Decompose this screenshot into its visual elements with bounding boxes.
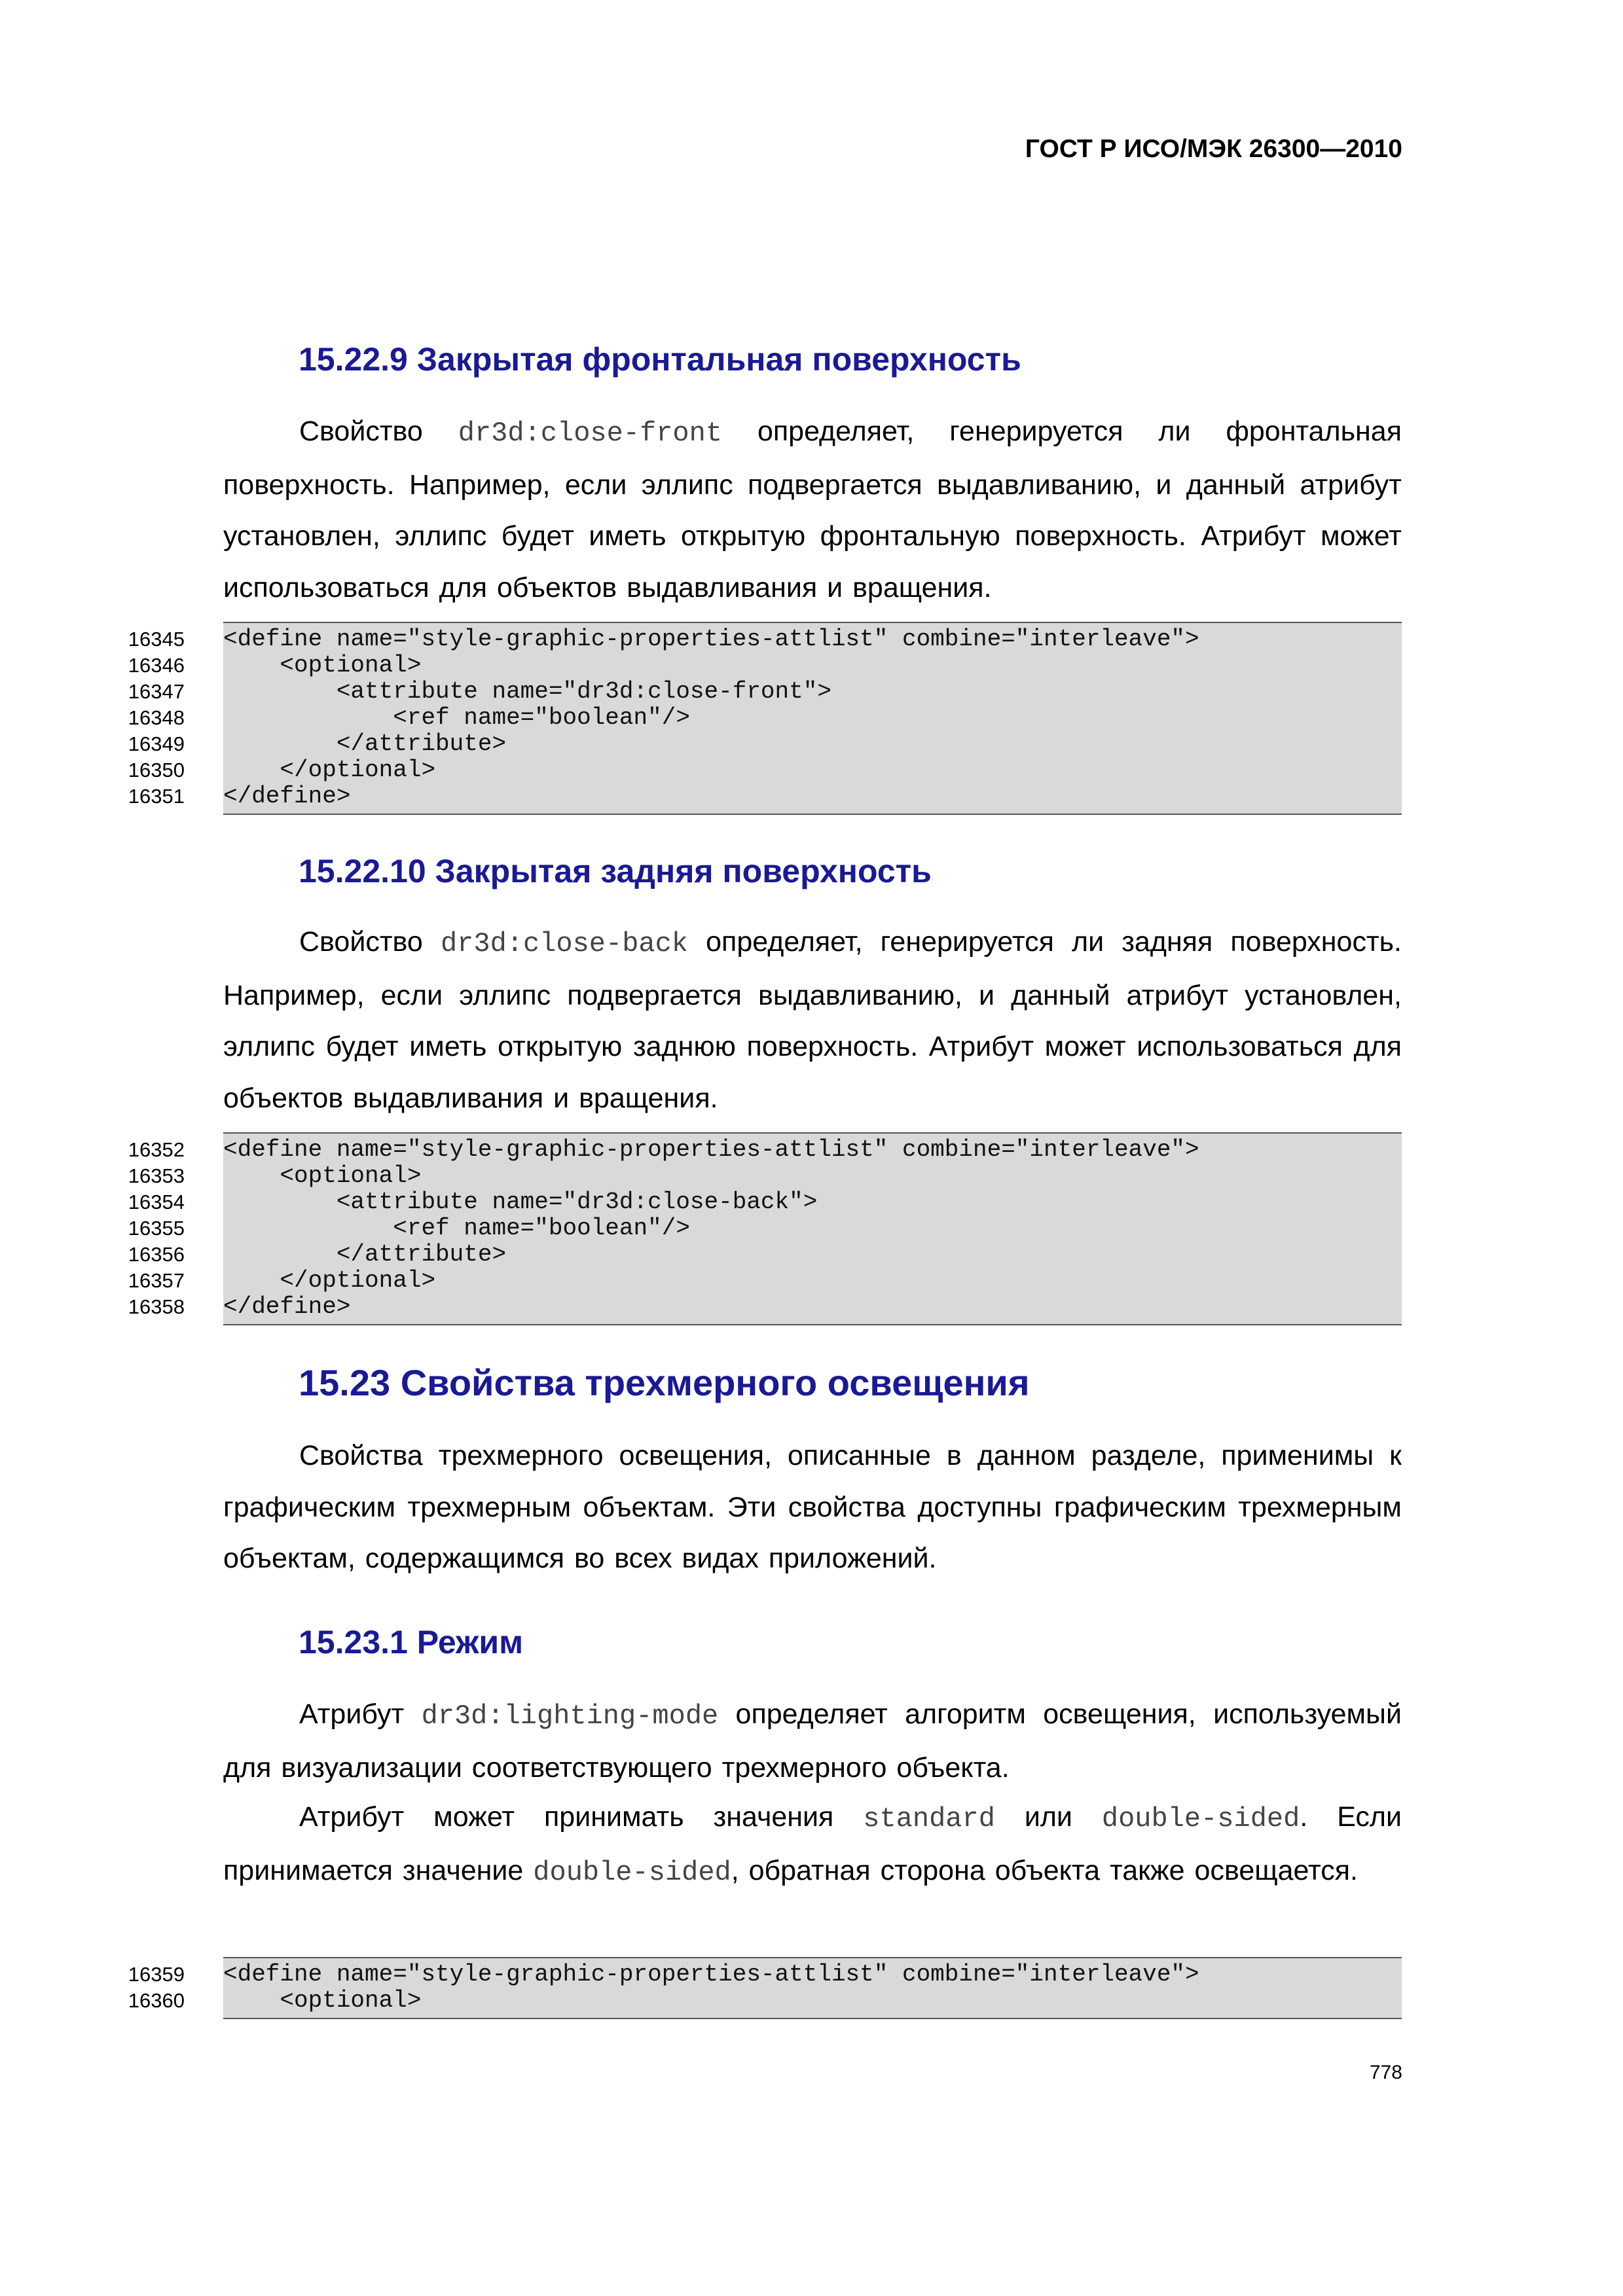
code-line: <optional>: [223, 1987, 422, 2014]
line-number: 16355: [128, 1217, 185, 1240]
code-line: <ref name="boolean"/>: [223, 704, 690, 731]
line-number: 16345: [128, 628, 185, 651]
line-number: 16347: [128, 680, 185, 703]
attribute-code: dr3d:lighting-mode: [421, 1700, 719, 1732]
value-code: double-sided: [533, 1856, 731, 1888]
code-line: <attribute name="dr3d:close-front">: [223, 678, 831, 705]
text-span: . Если принимается значение: [223, 1801, 1402, 1886]
value-code: double-sided: [1101, 1803, 1300, 1835]
attribute-code: dr3d:close-front: [458, 418, 723, 449]
paragraph-lighting-mode: [223, 1689, 1402, 1793]
paragraph-lighting-intro: Свойства трехмерного освещения, описанные в данном разделе, применимы к графическим трехмерным объектам. Эти свойства доступны графическим трехмерным объектам, содержащимся во всех видах приложений.: [223, 1440, 1402, 1574]
code-listing-lighting-mode: [223, 1957, 1402, 2019]
section-heading-15-23: 15.23 Свойства трехмерного освещения: [299, 1362, 1030, 1403]
code-listing-close-front: [223, 622, 1402, 815]
code-line: <attribute name="dr3d:close-back">: [223, 1189, 818, 1215]
code-line: </attribute>: [223, 1241, 507, 1268]
line-number: 16351: [128, 785, 185, 808]
line-number: 16349: [128, 732, 185, 755]
page-number: 778: [1369, 2062, 1402, 2083]
code-line: </define>: [223, 1293, 351, 1320]
code-line: <ref name="boolean"/>: [223, 1215, 690, 1242]
value-code: standard: [863, 1803, 995, 1835]
text-span: Атрибут может принимать значения: [299, 1801, 864, 1833]
document-header: ГОСТ Р ИСО/МЭК 26300—2010: [1025, 135, 1402, 163]
text-span: определяет, генерируется ли задняя поверхность. Например, если эллипс подвергается выдавливанию, и данный атрибут установлен, эллипс будет иметь открытую заднюю поверхность. Атрибут может использоваться для объектов выдавливания и вращения.: [223, 926, 1402, 1114]
code-listing-close-back: [223, 1132, 1402, 1325]
code-line: <optional>: [223, 1162, 422, 1189]
line-number: 16350: [128, 759, 185, 781]
paragraph-close-back: [223, 916, 1402, 1124]
line-numbers: [0, 1962, 185, 2014]
code-line: </optional>: [223, 757, 436, 783]
line-number: 16353: [128, 1164, 185, 1187]
section-heading-15-23-1: 15.23.1 Режим: [299, 1624, 524, 1660]
line-number: 16354: [128, 1191, 185, 1213]
code-line: <optional>: [223, 652, 422, 679]
line-numbers: [0, 1137, 185, 1320]
text-span: или: [994, 1801, 1102, 1833]
line-number: 16346: [128, 654, 185, 677]
text-span: Атрибут: [299, 1698, 422, 1730]
text-span: Свойство: [299, 416, 458, 447]
code-line: </optional>: [223, 1267, 436, 1294]
line-number: 16348: [128, 706, 185, 729]
attribute-code: dr3d:close-back: [440, 928, 689, 960]
line-number: 16352: [128, 1138, 185, 1161]
code-line: </define>: [223, 783, 351, 810]
section-heading-15-22-9: 15.22.9 Закрытая фронтальная поверхность: [299, 341, 1021, 378]
line-numbers: [0, 626, 185, 810]
line-number: 16360: [128, 1989, 185, 2012]
section-heading-15-22-10: 15.22.10 Закрытая задняя поверхность: [299, 853, 932, 889]
line-number: 16357: [128, 1269, 185, 1292]
code-line: <define name="style-graphic-properties-attlist" combine="interleave">: [223, 1961, 1199, 1988]
paragraph-close-front: [223, 406, 1402, 613]
code-line: <define name="style-graphic-properties-attlist" combine="interleave">: [223, 626, 1199, 653]
text-span: определяет, генерируется ли фронтальная поверхность. Например, если эллипс подвергается выдавливанию, и данный атрибут установлен, эллипс будет иметь открытую фронтальную поверхность. Атрибут может использоваться для объектов выдавливания и вращения.: [223, 416, 1402, 603]
line-number: 16358: [128, 1295, 185, 1318]
paragraph-lighting-values: [223, 1791, 1402, 1898]
line-number: 16359: [128, 1963, 185, 1986]
line-number: 16356: [128, 1243, 185, 1266]
text-span: , обратная сторона объекта также освещается.: [731, 1854, 1358, 1886]
code-line: </attribute>: [223, 730, 507, 757]
code-line: <define name="style-graphic-properties-attlist" combine="interleave">: [223, 1136, 1199, 1163]
text-span: определяет алгоритм освещения, используемый для визуализации соответствующего трехмерного объекта.: [223, 1698, 1402, 1784]
text-span: Свойство: [299, 926, 441, 958]
